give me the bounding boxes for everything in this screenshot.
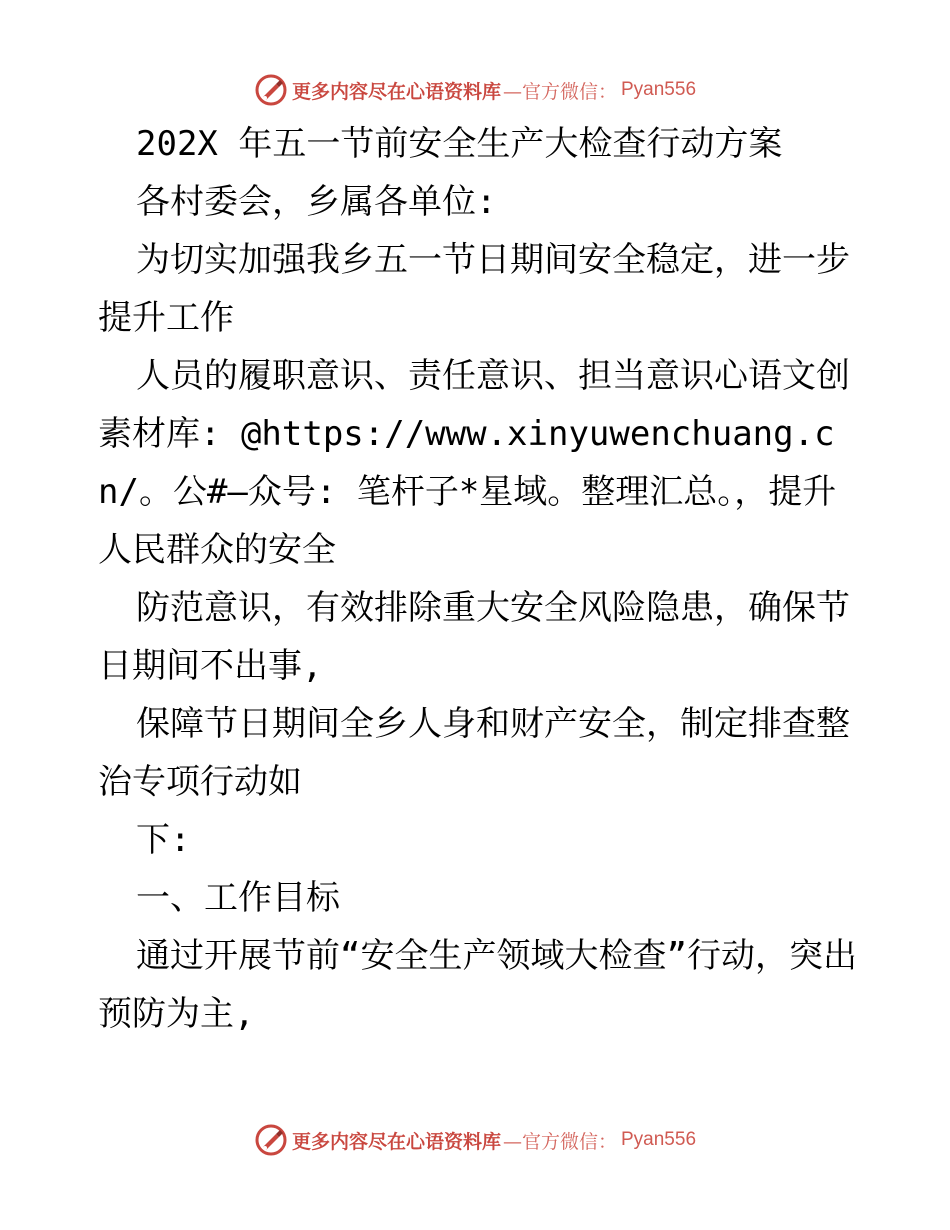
banner-wechat-label: —官方微信： — [502, 80, 617, 103]
paragraph-line: 为切实加强我乡五一节日期间安全稳定，进一步提升工作 — [98, 240, 850, 338]
paragraph-line: 通过开展节前“安全生产领域大检查”行动，突出预防为主, — [98, 936, 857, 1034]
paragraph-line: 下: — [136, 820, 191, 860]
pen-logo-icon — [254, 1123, 288, 1157]
footer-watermark-banner — [0, 1120, 950, 1160]
banner-text: 更多内容尽在心语资料库 — [291, 1130, 501, 1153]
paragraph-line: 保障节日期间全乡人身和财产安全，制定排查整治专项行动如 — [98, 704, 850, 802]
banner-wechat-label: —官方微信： — [502, 1130, 617, 1153]
banner-wechat-id: Pyan556 — [621, 1129, 697, 1150]
paragraph-line: 防范意识，有效排除重大安全风险隐患，确保节日期间不出事, — [98, 588, 850, 686]
document-body — [98, 115, 858, 1043]
paragraph-line: 人员的履职意识、责任意识、担当意识心语文创素材库: @https://www.xinyuwenchuang.cn/。公#—众号: 笔杆子*星域。整理汇总。，提升人民群众的安全 — [98, 356, 850, 570]
pen-logo-icon — [254, 73, 288, 107]
salutation: 各村委会，乡属各单位: — [136, 182, 497, 222]
banner-text: 更多内容尽在心语资料库 — [291, 80, 501, 103]
header-watermark-banner — [0, 70, 950, 110]
section-heading: 一、工作目标 — [136, 878, 340, 918]
document-title: 202X 年五一节前安全生产大检查行动方案 — [136, 124, 783, 164]
banner-wechat-id: Pyan556 — [621, 79, 697, 100]
